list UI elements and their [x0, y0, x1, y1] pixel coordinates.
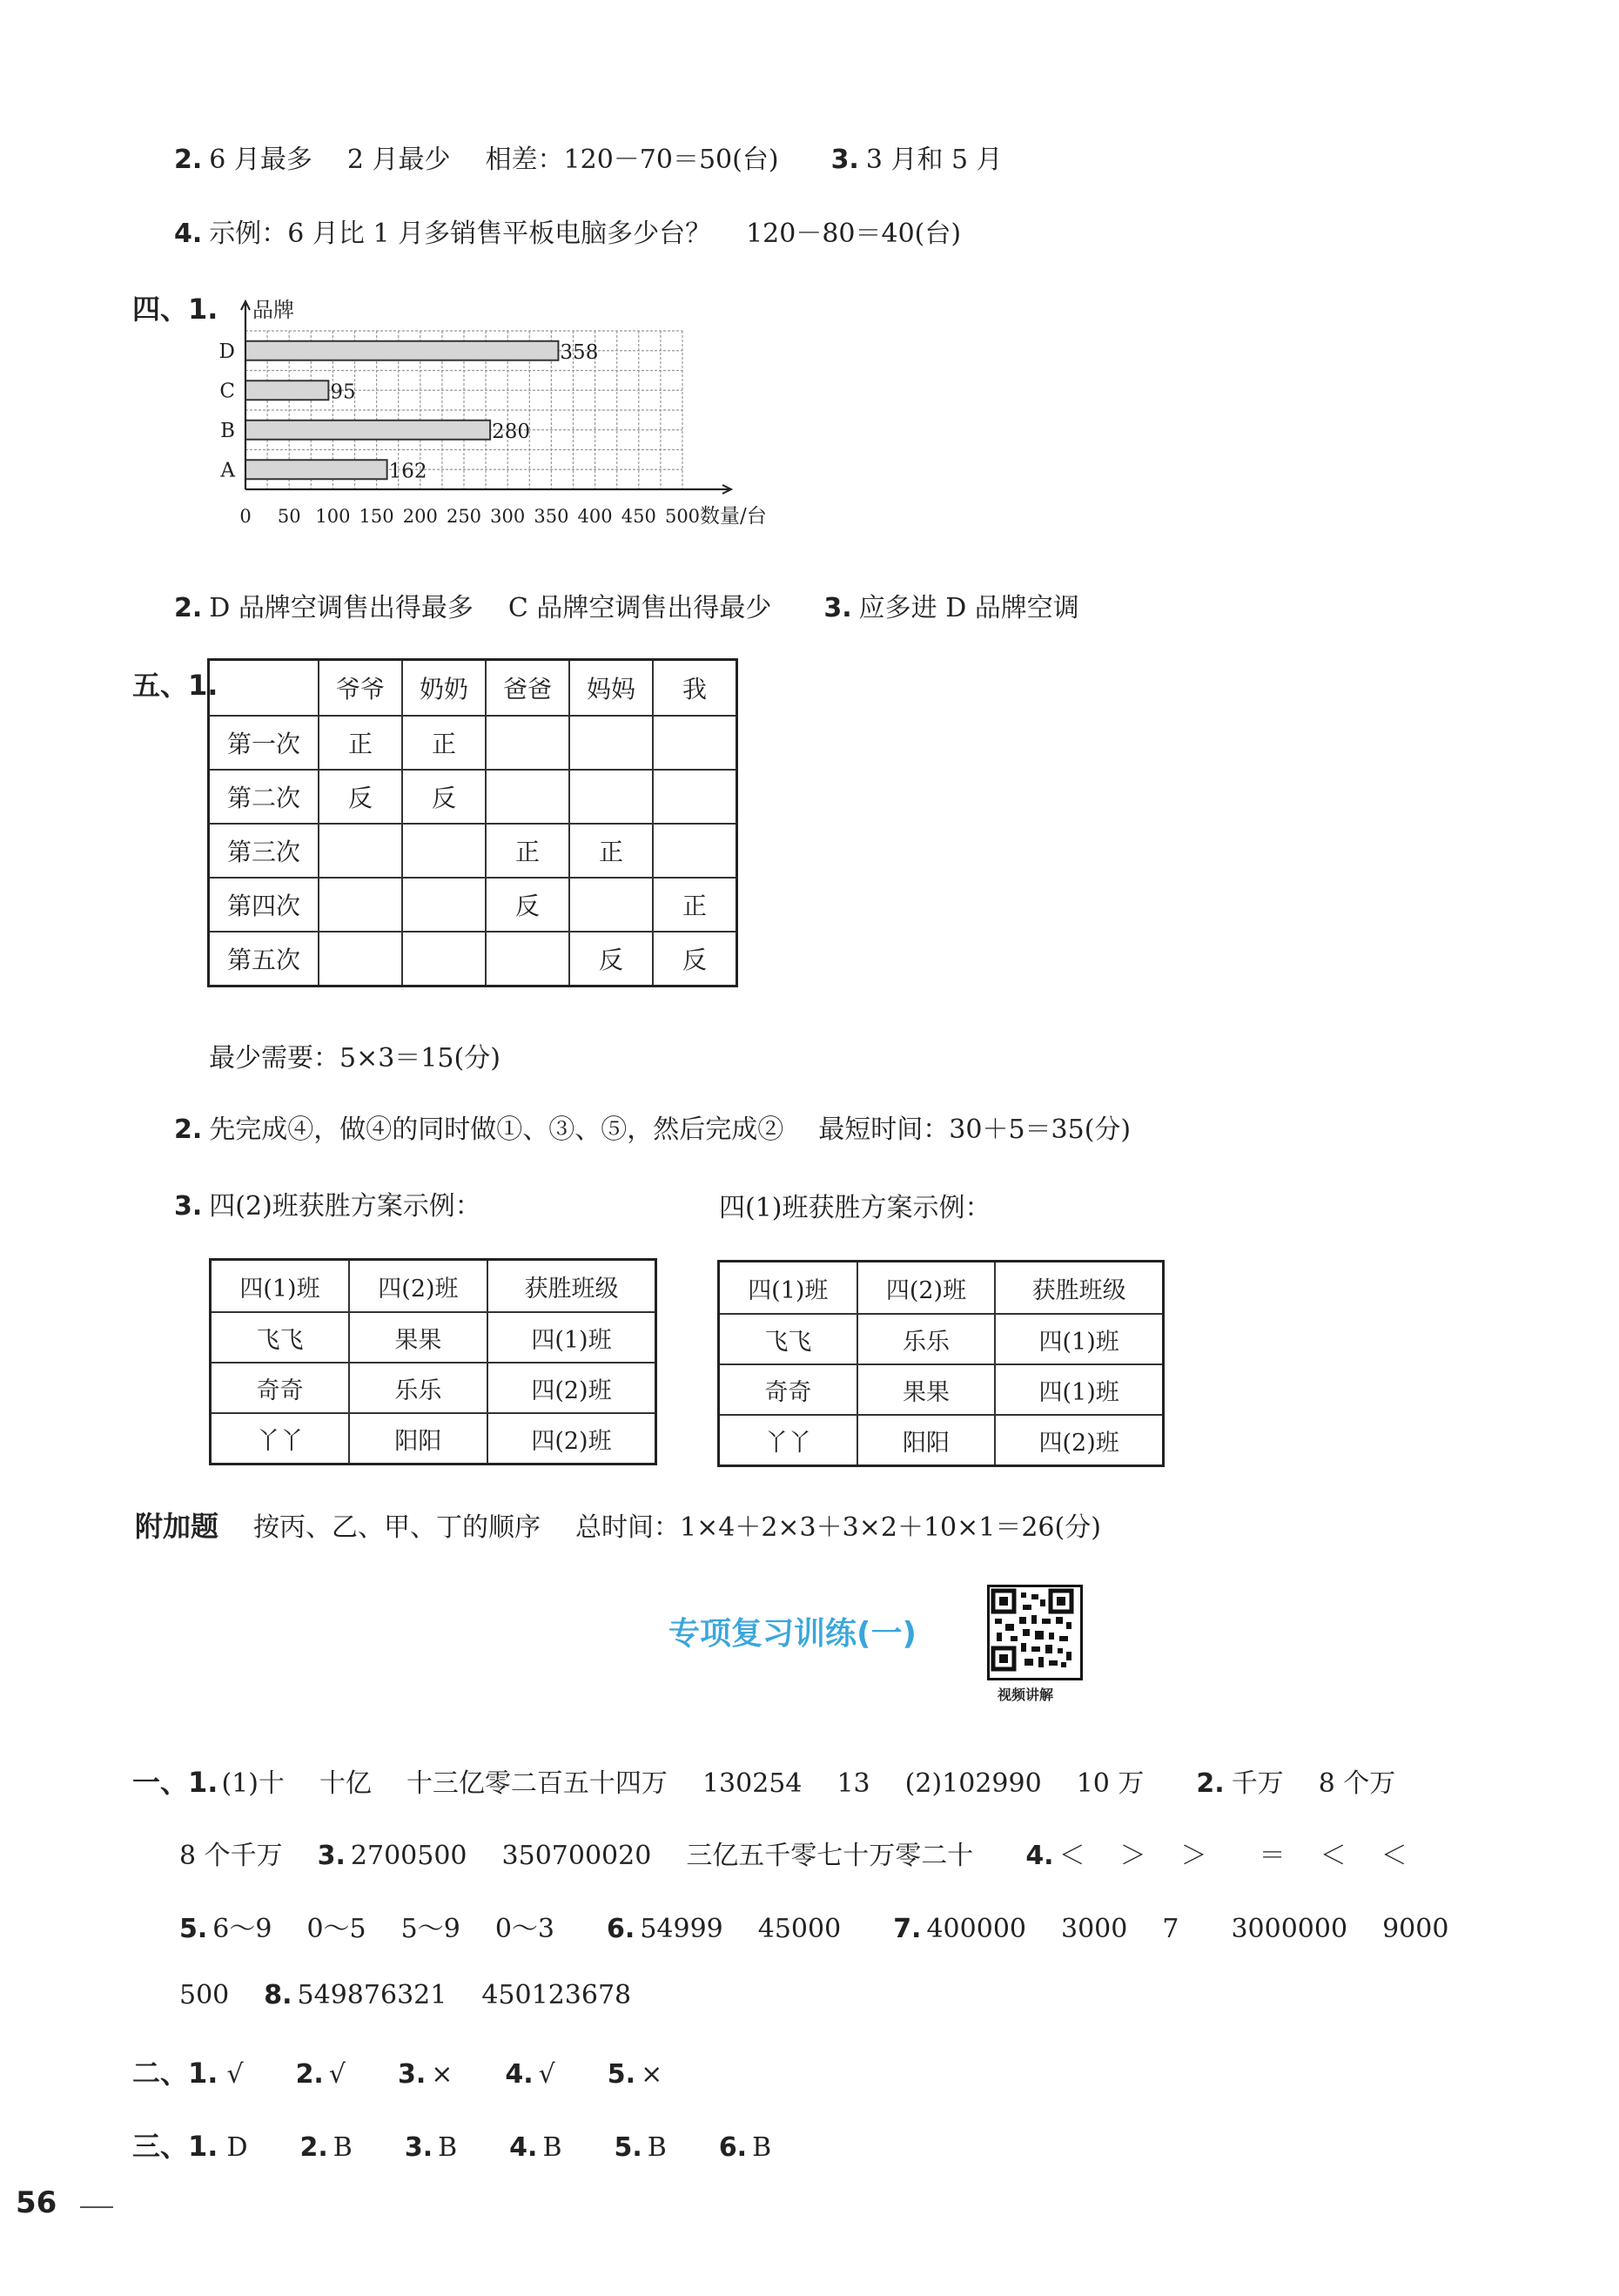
qr-code-icon	[990, 1587, 1075, 1673]
tally-header-row	[209, 660, 737, 717]
p5-q3-right-caption: 四(1)班获胜方案示例：	[719, 1193, 991, 1223]
rv-s1-q6-b: 45000	[757, 1914, 842, 1944]
coin-toss-table	[207, 658, 738, 987]
rv-s1-q4-sym-1: ＞	[1119, 1841, 1146, 1871]
plan-cell: 四(2)班	[995, 1415, 1163, 1466]
rv-s1-q4-sym-4: ＜	[1320, 1841, 1347, 1871]
plan-header-cell: 四(2)班	[857, 1262, 996, 1315]
p4-q2-line	[174, 586, 1079, 624]
rv-s1-q4-number: 4.	[1025, 1841, 1054, 1871]
chart-ticks	[239, 298, 766, 528]
bar-B	[245, 421, 490, 440]
tally-row	[209, 878, 737, 932]
category-label-A: A	[220, 459, 235, 482]
tally-cell	[402, 932, 486, 986]
x-tick-label: 100	[315, 506, 351, 527]
tally-cell	[653, 824, 737, 878]
tally-row-label: 第三次	[209, 824, 319, 878]
plan-header-row	[211, 1260, 656, 1313]
rv-s1-q3-c: 三亿五千零七十万零二十	[686, 1841, 974, 1871]
tally-cell	[653, 716, 737, 770]
p3-q2-b: 2 月最少	[346, 145, 451, 175]
tally-cell: 正	[319, 716, 402, 770]
tally-row-label: 第五次	[209, 932, 319, 986]
plan-header-cell: 获胜班级	[487, 1260, 656, 1313]
bar-value-label-B: 280	[492, 420, 531, 443]
tally-cell	[319, 878, 402, 932]
rv-s1-q1-e: 13	[836, 1768, 870, 1799]
rv-s1-q5-a: 6～9	[212, 1914, 272, 1944]
tally-header-cell: 爸爸	[486, 660, 569, 717]
rv-s1-q3-b: 350700020	[501, 1841, 652, 1871]
rv-s3-label: 三、1.	[132, 2130, 218, 2163]
rv-s2-num-4: 5.	[607, 2059, 636, 2090]
plan-cell: 四(1)班	[487, 1312, 656, 1363]
rv-s1-q2-c: 8 个千万	[179, 1841, 283, 1871]
plan-cell: 阳阳	[349, 1413, 487, 1464]
rv-s1-line1	[132, 1761, 1395, 1801]
p3-q2-number: 2.	[174, 145, 203, 175]
rv-s1-q5-c: 5～9	[400, 1914, 460, 1944]
rv-s1-q7-number: 7.	[893, 1914, 922, 1944]
tally-cell	[486, 770, 569, 824]
plan-row	[719, 1415, 1164, 1466]
tally-cell	[319, 932, 402, 986]
plan-cell: 奇奇	[719, 1364, 857, 1415]
plan-row	[719, 1314, 1164, 1364]
p4-q3-a: 应多进 D 品牌空调	[858, 593, 1079, 623]
extra-label: 附加题	[135, 1510, 219, 1543]
plan-cell: 奇奇	[211, 1363, 349, 1413]
p4-q2-b: C 品牌空调售出得最少	[507, 593, 772, 623]
plan-cell: 丫丫	[211, 1413, 349, 1464]
rv-s2-num-3: 4.	[505, 2059, 534, 2090]
plan-cell: 乐乐	[857, 1314, 996, 1364]
rv-s1-q2-number: 2.	[1196, 1768, 1225, 1799]
tally-header-cell: 奶奶	[402, 660, 486, 717]
tally-row	[209, 932, 737, 986]
x-tick-label: 0	[239, 506, 252, 527]
x-tick-label: 500	[664, 506, 701, 527]
plan-cell: 四(1)班	[995, 1314, 1163, 1364]
bar-value-label-D: 358	[560, 340, 599, 364]
plan-cell: 阳阳	[857, 1415, 996, 1466]
rv-s2-ans-1: √	[328, 2059, 346, 2090]
p3-q4-line	[174, 212, 961, 250]
tally-cell	[569, 716, 653, 770]
p4-label: 四、1.	[132, 293, 218, 326]
p5-q2-line	[174, 1108, 1131, 1146]
bar-value-label-C: 95	[330, 380, 356, 404]
rv-s1-q7-e: 9000	[1382, 1914, 1449, 1944]
rv-s1-q1-g: 10 万	[1076, 1768, 1145, 1799]
x-tick-label: 50	[277, 506, 301, 527]
rv-s1-q3-number: 3.	[317, 1841, 346, 1871]
qr-label: 视频讲解	[998, 1687, 1054, 1703]
min-time-text: 最少需要：5×3＝15(分)	[209, 1043, 500, 1074]
rv-s2-ans-4: ×	[641, 2059, 663, 2090]
review-title: 专项复习训练(一)	[668, 1616, 917, 1652]
rv-s1-q5-number: 5.	[179, 1914, 208, 1944]
p5-label: 五、1.	[132, 669, 218, 702]
rv-s1-q6-a: 54999	[640, 1914, 723, 1944]
rv-s3-ans-5: B	[752, 2132, 772, 2163]
plan-row	[719, 1364, 1164, 1415]
y-axis-label: 品牌	[252, 298, 294, 322]
p5-q2-a: 先完成④，做④的同时做①、③、⑤，然后完成②	[209, 1114, 784, 1145]
rv-s1-q5-b: 0～5	[306, 1914, 366, 1944]
rv-s1-q4-sym-3: ＝	[1259, 1841, 1286, 1871]
rv-s3-line	[132, 2124, 771, 2165]
tally-header-cell: 爷爷	[319, 660, 402, 717]
plan-table-right	[717, 1260, 1165, 1467]
p5-q2-number: 2.	[174, 1114, 203, 1145]
p5-q3-left-caption: 四(2)班获胜方案示例：	[209, 1191, 481, 1222]
tally-header-cell: 妈妈	[569, 660, 653, 717]
tally-cell: 反	[319, 770, 402, 824]
x-tick-label: 350	[534, 506, 569, 527]
tally-row	[209, 716, 737, 770]
p3-q2-c: 相差：120－70＝50(台)	[485, 145, 779, 175]
rv-s3-ans-2: B	[438, 2132, 458, 2163]
p3-q3-number: 3.	[830, 145, 859, 175]
rv-s1-q1-a: (1)十	[221, 1768, 285, 1799]
tally-cell	[486, 716, 569, 770]
rv-s3-ans-4: B	[647, 2132, 667, 2163]
bar-D	[245, 341, 558, 360]
rv-s1-q7-d: 3000000	[1231, 1914, 1348, 1944]
rv-s1-q4-sym-0: ＜	[1058, 1841, 1085, 1871]
p4-q2-a: D 品牌空调售出得最多	[209, 593, 474, 623]
rv-s1-q1-d: 130254	[702, 1768, 803, 1799]
plan-header-cell: 四(1)班	[211, 1260, 349, 1313]
tally-cell	[486, 932, 569, 986]
tally-cell	[319, 824, 402, 878]
category-label-C: C	[219, 380, 235, 403]
rv-s1-q7-b: 3000	[1061, 1914, 1128, 1944]
x-tick-label: 250	[446, 506, 482, 527]
p5-q3-line	[174, 1184, 481, 1222]
plan-table-left	[209, 1258, 657, 1465]
x-axis-label: 数量/台	[700, 505, 767, 528]
x-tick-label: 150	[359, 506, 394, 527]
bar-A	[245, 460, 387, 479]
tally-cell: 反	[653, 932, 737, 986]
rv-s1-q4-sym-5: ＜	[1381, 1841, 1407, 1871]
rv-s1-line4	[179, 1980, 631, 2010]
page-number-rule	[80, 2206, 113, 2208]
p3-q4-number: 4.	[174, 219, 203, 249]
tally-cell	[653, 770, 737, 824]
plan-cell: 飞飞	[719, 1314, 857, 1364]
tally-cell: 反	[486, 878, 569, 932]
rv-s1-label: 一、1.	[132, 1766, 218, 1799]
tally-cell	[569, 878, 653, 932]
p5-q3-number: 3.	[174, 1191, 203, 1222]
tally-cell	[569, 770, 653, 824]
rv-s1-q5-d: 0～3	[494, 1914, 555, 1944]
tally-row	[209, 770, 737, 824]
plan-cell: 四(2)班	[487, 1413, 656, 1464]
rv-s3-num-1: 2.	[299, 2132, 328, 2163]
rv-s1-q8-b: 450123678	[481, 1980, 632, 2010]
tally-row	[209, 824, 737, 878]
bar-chart	[209, 287, 801, 549]
rv-s3-num-3: 4.	[509, 2132, 538, 2163]
rv-s2-line	[132, 2051, 662, 2091]
rv-s1-q1-f: (2)102990	[904, 1768, 1042, 1799]
rv-s1-q6-number: 6.	[607, 1914, 635, 1944]
tally-cell: 反	[402, 770, 486, 824]
tally-cell: 正	[569, 824, 653, 878]
rv-s1-q7-f: 500	[179, 1980, 230, 2010]
plan-row	[211, 1312, 656, 1363]
rv-s1-q3-a: 2700500	[350, 1841, 467, 1871]
rv-s1-q7-c: 7	[1162, 1914, 1179, 1944]
plan-cell: 丫丫	[719, 1415, 857, 1466]
rv-s3-ans-3: B	[542, 2132, 562, 2163]
tally-header-cell	[209, 660, 319, 717]
rv-s3-ans-0: D	[226, 2132, 248, 2163]
tally-cell	[402, 878, 486, 932]
qr-code[interactable]	[987, 1585, 1083, 1680]
p3-q3-a: 3 月和 5 月	[865, 145, 1003, 175]
rv-s1-q8-a: 549876321	[297, 1980, 447, 2010]
category-label-D: D	[218, 340, 235, 363]
rv-s1-q2-a: 千万	[1231, 1768, 1284, 1799]
x-tick-label: 200	[402, 506, 438, 527]
extra-b: 总时间：1×4＋2×3＋3×2＋10×1＝26(分)	[575, 1512, 1101, 1543]
x-tick-label: 300	[490, 506, 526, 527]
p3-q4-b: 120－80＝40(台)	[746, 219, 962, 249]
rv-s1-q7-a: 400000	[926, 1914, 1026, 1944]
rv-s2-num-1: 2.	[295, 2059, 324, 2090]
rv-s2-label: 二、1.	[132, 2057, 218, 2090]
rv-s1-q8-number: 8.	[264, 1980, 292, 2010]
p3-q2-line	[174, 138, 1003, 176]
x-tick-label: 400	[577, 506, 613, 527]
rv-s3-num-2: 3.	[404, 2132, 433, 2163]
rv-s3-num-4: 5.	[614, 2132, 642, 2163]
plan-cell: 飞飞	[211, 1312, 349, 1363]
rv-s1-line3	[179, 1907, 1448, 1945]
rv-s3-num-5: 6.	[718, 2132, 748, 2163]
tally-cell: 反	[569, 932, 653, 986]
plan-cell: 果果	[857, 1364, 996, 1415]
plan-row	[211, 1413, 656, 1464]
p4-q3-number: 3.	[823, 593, 852, 623]
rv-s3-ans-1: B	[333, 2132, 353, 2163]
bar-value-label-A: 162	[388, 460, 427, 483]
rv-s2-ans-0: √	[226, 2059, 244, 2090]
tally-cell: 正	[486, 824, 569, 878]
rv-s1-q2-b: 8 个万	[1318, 1768, 1396, 1799]
extra-a: 按丙、乙、甲、丁的顺序	[253, 1512, 541, 1543]
p3-q2-a: 6 月最多	[209, 145, 312, 175]
p5-q2-b: 最短时间：30＋5＝35(分)	[818, 1114, 1132, 1145]
rv-s2-num-2: 3.	[397, 2059, 427, 2090]
tally-header-cell: 我	[653, 660, 737, 717]
page-number: 56	[16, 2185, 57, 2220]
bar-C	[245, 380, 328, 400]
p4-q2-number: 2.	[174, 593, 203, 623]
p3-q4-a: 示例：6 月比 1 月多销售平板电脑多少台？	[209, 219, 712, 249]
rv-s1-q1-b: 十亿	[319, 1768, 372, 1799]
tally-cell: 正	[653, 878, 737, 932]
x-tick-label: 450	[621, 506, 656, 527]
plan-header-cell: 四(2)班	[349, 1260, 487, 1313]
tally-row-label: 第二次	[209, 770, 319, 824]
rv-s1-q1-c: 十三亿零二百五十四万	[406, 1768, 668, 1799]
plan-cell: 果果	[349, 1312, 487, 1363]
rv-s1-q4-sym-2: ＞	[1180, 1841, 1207, 1871]
plan-cell: 乐乐	[349, 1363, 487, 1413]
plan-header-cell: 获胜班级	[995, 1262, 1163, 1315]
rv-s2-ans-3: √	[538, 2059, 555, 2090]
rv-s1-line2	[179, 1834, 1407, 1872]
extra-line	[135, 1505, 1101, 1545]
tally-cell: 正	[402, 716, 486, 770]
category-label-B: B	[220, 419, 235, 442]
plan-row	[211, 1363, 656, 1413]
rv-s2-ans-2: ×	[431, 2059, 453, 2090]
tally-row-label: 第四次	[209, 878, 319, 932]
tally-cell	[402, 824, 486, 878]
tally-row-label: 第一次	[209, 716, 319, 770]
plan-header-cell: 四(1)班	[719, 1262, 857, 1315]
plan-cell: 四(1)班	[995, 1364, 1163, 1415]
plan-header-row	[719, 1262, 1164, 1315]
plan-cell: 四(2)班	[487, 1363, 656, 1413]
